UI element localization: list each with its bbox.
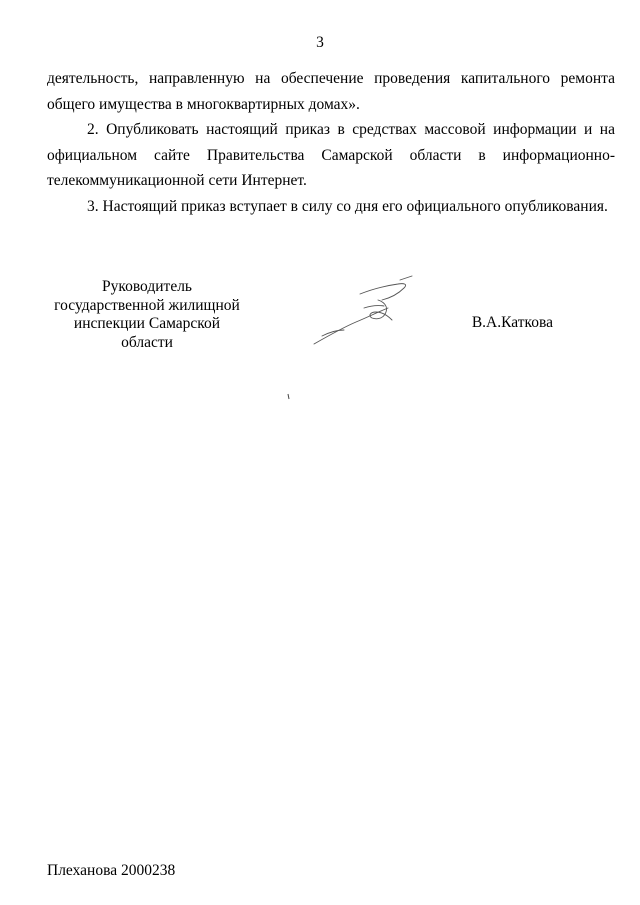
executor-note: Плеханова 2000238 bbox=[47, 862, 176, 879]
signer-title-line-3: инспекции Самарской области bbox=[73, 315, 221, 351]
paragraph-2-line-3: телекоммуникационной сети Интернет. bbox=[47, 172, 307, 189]
paragraph-3: 3. Настоящий приказ вступает в силу со дня его официального опубликования. bbox=[87, 197, 608, 215]
signer-title-line-2: государственной жилищной bbox=[54, 296, 240, 314]
paragraph-2-line-2: официальном сайте Правительства Самарской области в информационно- bbox=[47, 146, 615, 164]
paragraph-continuation: деятельность, направленную на обеспечение проведения капитального ремонта общего имущества в многоквартирных домах». bbox=[47, 70, 615, 113]
paragraph-2-line-1: 2. Опубликовать настоящий приказ в средствах массовой информации и на bbox=[87, 121, 615, 138]
signer-title bbox=[47, 278, 247, 352]
paragraph-2 bbox=[47, 117, 615, 194]
stray-mark bbox=[286, 393, 292, 401]
handwritten-signature bbox=[308, 272, 418, 352]
signer-title-line-1: Руководитель bbox=[101, 278, 193, 295]
signer-name: В.А.Каткова bbox=[471, 314, 553, 331]
page-number: 3 bbox=[316, 34, 324, 51]
document-body bbox=[47, 66, 615, 219]
